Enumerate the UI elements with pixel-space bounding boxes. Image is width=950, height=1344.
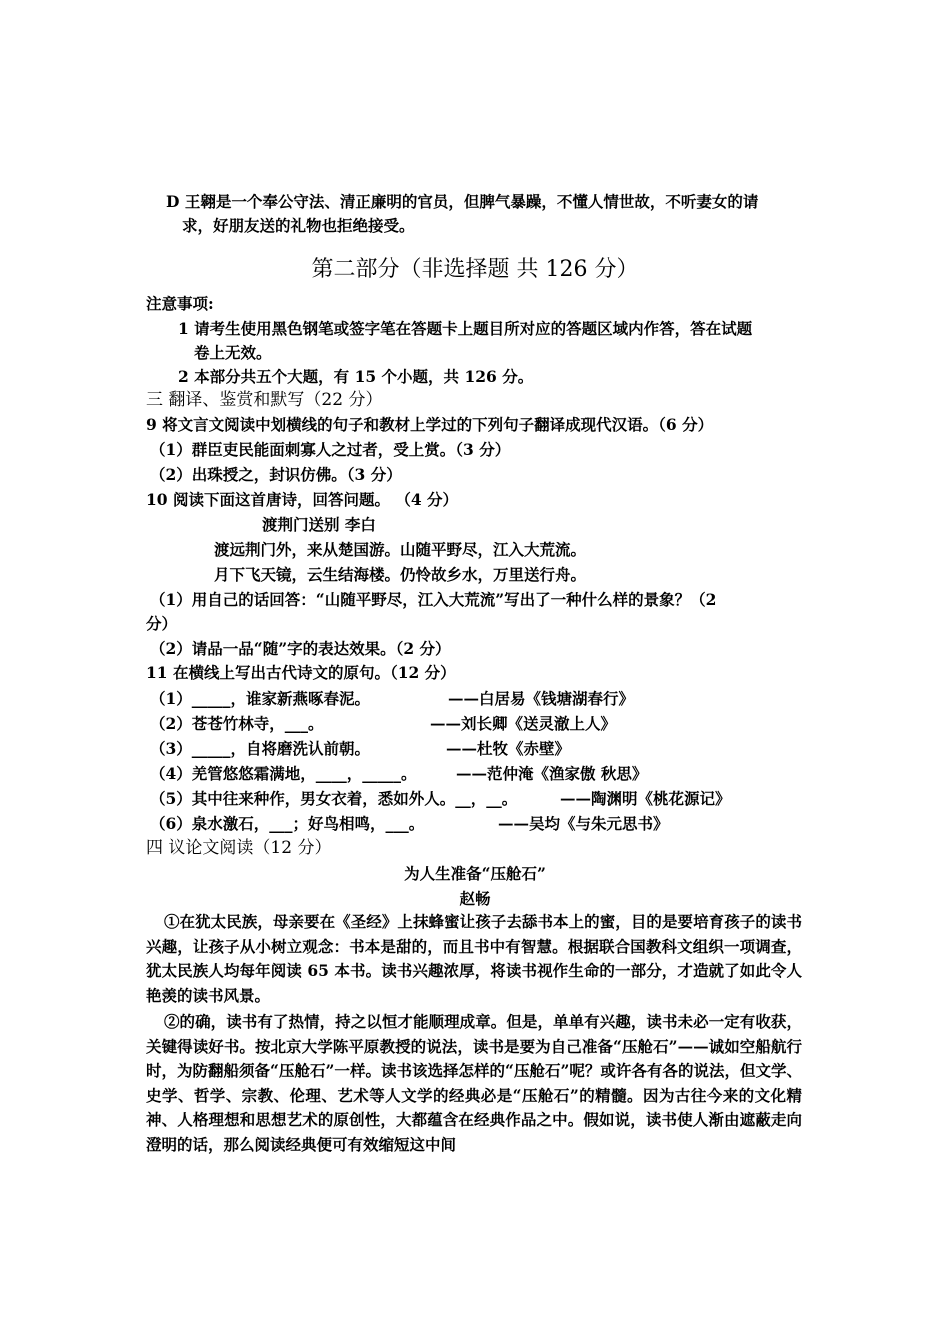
fill-item-text: （2）苍苍竹林寺，___。 — [150, 714, 324, 733]
question-10-1-line2: 分） — [146, 614, 178, 633]
notes-item2: 2 本部分共五个大题，有 15 个小题，共 126 分。 — [178, 367, 534, 386]
section4-heading: 四 议论文阅读（12 分） — [146, 838, 332, 858]
article-paragraph-1: ①在犹太民族，母亲要在《圣经》上抹蜂蜜让孩子去舔书本上的蜜，目的是要培育孩子的读书兴趣，让孩子从小树立观念：书本是甜的，而且书中有智慧。根据联合国教科文组织一项调查，犹太民族人均每年阅读 65 本书。读书兴趣浓厚，将读书视作生命的一部分，才造就了如此令人艳羡的读书风景。 — [146, 912, 802, 1005]
question-10-1-line1: （1）用自己的话回答：“山随平野尽，江入大荒流”写出了一种什么样的景象？（2 — [150, 590, 717, 609]
poem-line2: 月下飞天镜，云生结海楼。仍怜故乡水，万里送行舟。 — [214, 565, 587, 584]
question-10-2: （2）请品一品“随”字的表达效果。（2 分） — [150, 639, 451, 658]
fill-item-text: （1）_____，谁家新燕啄春泥。 — [150, 689, 371, 708]
fill-item-source: ——杜牧《赤壁》 — [446, 739, 571, 758]
question-9-1: （1）群臣吏民能面刺寡人之过者，受上赏。（3 分） — [150, 440, 511, 459]
poem-title: 渡荆门送别 李白 — [262, 515, 376, 534]
notes-item1-line2: 卷上无效。 — [194, 343, 272, 362]
fill-item-source: ——陶渊明《桃花源记》 — [560, 789, 731, 808]
fill-item-text: （4）羌管悠悠霜满地，____，_____。 — [150, 764, 417, 783]
question-9: 9 将文言文阅读中划横线的句子和教材上学过的下列句子翻译成现代汉语。（6 分） — [146, 415, 714, 434]
notes-heading: 注意事项: — [146, 294, 214, 313]
fill-item-text: （6）泉水激石，___；好鸟相鸣，___。 — [150, 814, 425, 833]
question-10: 10 阅读下面这首唐诗，回答问题。 （4 分） — [146, 490, 459, 509]
question-9-2: （2）出珠授之，封识仿佛。（3 分） — [150, 465, 402, 484]
fill-item-source: ——吴均《与朱元思书》 — [498, 814, 669, 833]
question-11: 11 在横线上写出古代诗文的原句。（12 分） — [146, 663, 456, 682]
fill-item-text: （3）_____，自将磨洗认前朝。 — [150, 739, 371, 758]
option-d-line1: D 王翱是一个奉公守法、清正廉明的官员，但脾气暴躁，不懂人情世故，不听妻女的请 — [166, 192, 759, 211]
poem-line1: 渡远荆门外，来从楚国游。山随平野尽，江入大荒流。 — [214, 540, 587, 559]
article-paragraph-2: ②的确，读书有了热情，持之以恒才能顺理成章。但是，单单有兴趣，读书未必一定有收获，关键得读好书。按北京大学陈平原教授的说法，读书是要为自己准备“压舱石”——诚如空船航行时，为防翻船须备“压舱石”一样。读书该选择怎样的“压舱石”呢？或许各有各的说法，但文学、史学、哲学、宗教、伦理、艺术等人文学的经典必是“压舱石”的精髓。因为古往今来的文化精神、人格理想和思想艺术的原创性，大都蕴含在经典作品之中。假如说，读书使人渐由遮蔽走向澄明的话，那么阅读经典便可有效缩短这中间 — [146, 1012, 802, 1154]
section3-heading: 三 翻译、鉴赏和默写（22 分） — [146, 390, 383, 410]
part-title: 第二部分（非选择题 共 126 分） — [311, 257, 639, 282]
fill-item-text: （5）其中往来种作，男女衣着，悉如外人。__，__。 — [150, 789, 518, 808]
fill-item-source: ——范仲淹《渔家傲 秋思》 — [456, 764, 648, 783]
article-title: 为人生准备“压舱石” — [404, 864, 546, 883]
fill-item-source: ——白居易《钱塘湖春行》 — [448, 689, 635, 708]
option-d-line2: 求，好朋友送的礼物也拒绝接受。 — [182, 216, 415, 235]
notes-item1-line1: 1 请考生使用黑色钢笔或签字笔在答题卡上题目所对应的答题区域内作答，答在试题 — [178, 319, 753, 338]
fill-item-source: ——刘长卿《送灵澈上人》 — [430, 714, 617, 733]
article-author: 赵畅 — [459, 889, 491, 908]
